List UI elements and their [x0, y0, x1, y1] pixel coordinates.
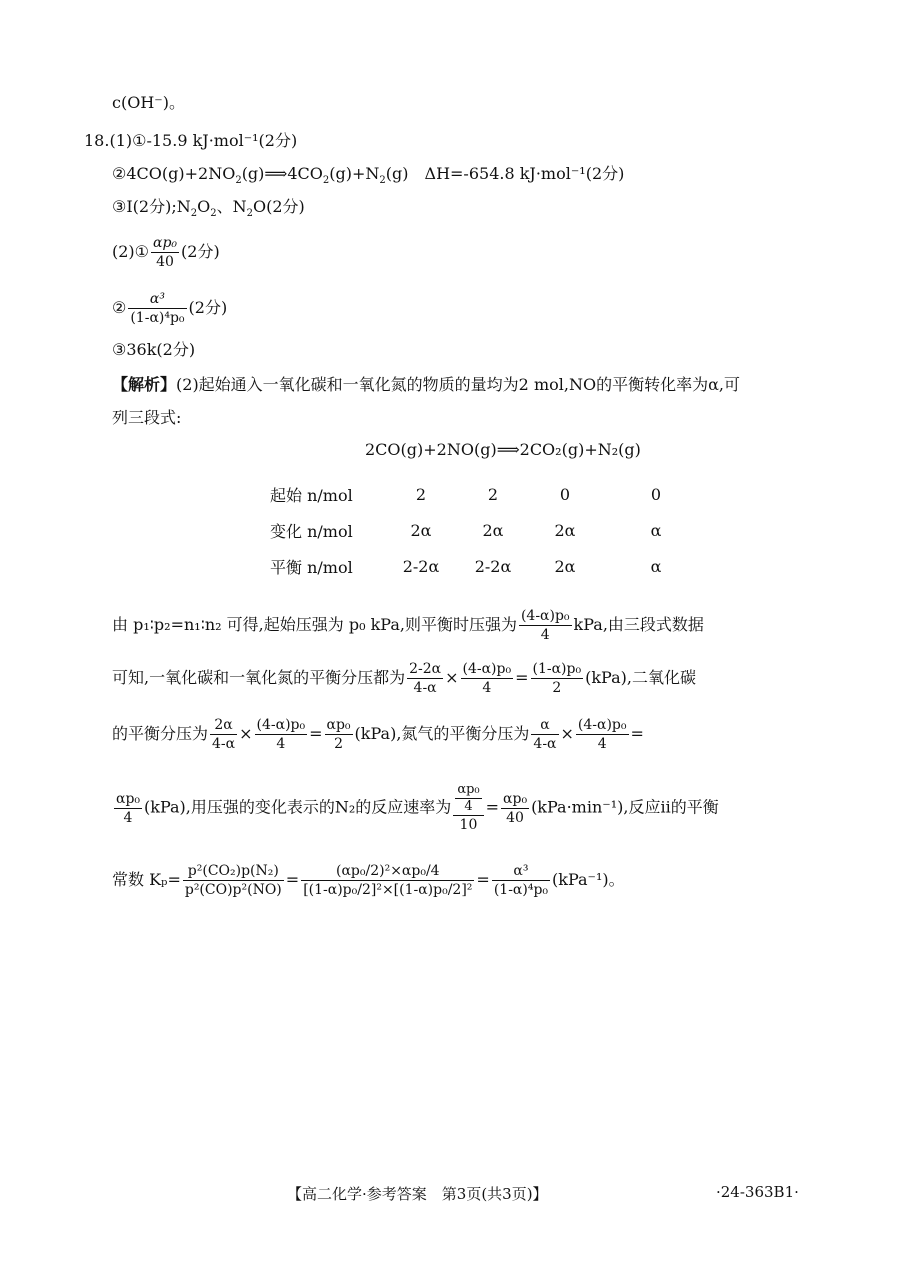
fraction: $\frac{\text{(4-α)p₀}}{4}$: [520, 608, 570, 643]
q18-1-b-text4: (g) ΔH=-654.8 kJ·mol⁻¹(2分): [385, 164, 625, 183]
analysis-para-line4: $\frac{\text{αp₀}}{4}$ (kPa),用压强的变化表示的N₂的反应速率为 $\frac{\frac{\text{αp₀}}{4}}{10}$ = $\frac{\text{αp₀}}{40}$ (kPa·min⁻¹),反应ⅱ的平衡: [116, 782, 719, 833]
row-label: 变化 n/mol: [270, 521, 353, 541]
q18-1-b-text3: (g)+N: [329, 164, 380, 183]
analysis-intro-line1: [112, 374, 740, 396]
fraction: $\frac{\alpha}{4-\alpha}$: [533, 717, 557, 752]
footer-code: ·24-363B1·: [716, 1183, 799, 1201]
table-row: [270, 512, 711, 548]
fraction: $\frac{\text{(1-α)p₀}}{2}$: [532, 661, 582, 696]
fraction: $\frac{\frac{\text{αp₀}}{4}}{10}$: [453, 782, 483, 834]
fraction: $\frac{\text{p²(CO₂)p(N₂)}}{\text{p²(CO)p²(NO)}}$: [184, 863, 282, 898]
q18-part1-line2: $②4CO(g)+2NO_2(g)⟹4CO_2(g)+N_2(g)$ ΔH=-654.8 kJ·mol⁻¹(2分): [112, 164, 625, 187]
q18-1-b-text: ②4CO(g)+2NO: [112, 164, 236, 183]
q18-1-c-text2: O: [197, 197, 211, 216]
analysis-intro-line2: 列三段式:: [112, 408, 182, 427]
table-cell: 2α: [554, 520, 576, 540]
q18-2-b-score: (2分): [188, 298, 228, 317]
q18-1-c-text: ③Ⅰ(2分);N: [112, 197, 191, 216]
table-cell: 0: [650, 484, 662, 504]
q18-1-b-text2: (g)⟹4CO: [241, 164, 323, 183]
fraction: $\frac{\text{(4-α)p₀}}{4}$: [462, 661, 512, 696]
table-row: [270, 548, 711, 584]
footer-title: 【高二化学·参考答案 第3页(共3页)】: [287, 1185, 548, 1203]
q18-part1-line3: ③Ⅰ(2分)$;N_2O_2$、$N_2O(2$分): [112, 197, 305, 220]
q18-2-a-score: (2分): [181, 242, 220, 261]
analysis-label: 【解析】: [112, 375, 177, 394]
analysis-para-line3: 的平衡分压为 $\frac{2\alpha}{4-\alpha}$ × $\frac{\text{(4-α)p₀}}{4}$ = $\frac{\text{αp₀}}{2}$ (kPa),氮气的平衡分压为 $\frac{\alpha}{4-\alpha}$ × $\frac{\text{(4-α)p₀}}{4}$ =: [112, 717, 644, 752]
fraction: $\frac{\text{αp₀}}{40}$: [153, 235, 178, 270]
table-cell: α: [650, 520, 662, 540]
table-cell: 2α: [410, 520, 432, 540]
q18-part2-line1: [112, 234, 220, 271]
fraction: $\frac{\text{αp₀}}{40}$: [503, 790, 528, 826]
analysis-intro: (2)起始通入一氧化碳和一氧化氮的物质的量均为2 mol,NO的平衡转化率为α,可: [176, 375, 740, 394]
table-row: [270, 476, 711, 512]
q18-part1-line1: [84, 130, 297, 152]
table-cell: 2-2α: [474, 556, 512, 576]
analysis-para-line5: 常数 Kₚ= $\frac{\text{p²(CO₂)p(N₂)}}{\text{p²(CO)p²(NO)}}$ = $\frac{\text{(αp₀/2)²×αp₀/4}}{\text{[(1-α)p₀/2]²×[(1-α)p₀/2]²}}$ = $\frac{\text{α³}}{\text{(1-α)⁴p₀}}$ (kPa⁻¹)。: [112, 863, 625, 898]
q18-part2-line2: [112, 290, 227, 327]
q18-2-a-prefix: (2)①: [112, 242, 150, 261]
three-stage-table: [270, 476, 711, 584]
table-cell: 2α: [554, 556, 576, 576]
continuation-line: c(OH⁻)。: [112, 93, 185, 112]
analysis-para-line1: 由 p₁∶p₂=n₁∶n₂ 可得,起始压强为 p₀ kPa,则平衡时压强为 $\frac{\text{(4-α)p₀}}{4}$ kPa,由三段式数据: [112, 608, 704, 643]
fraction: $\frac{\text{αp₀}}{4}$: [116, 790, 141, 826]
analysis-para-line2: 可知,一氧化碳和一氧化氮的平衡分压都为 $\frac{2-2\alpha}{4-\alpha}$ × $\frac{\text{(4-α)p₀}}{4}$ = $\frac{\text{(1-α)p₀}}{2}$ (kPa),二氧化碳: [112, 661, 696, 696]
fraction: $\frac{\text{α³}}{\text{(1-α)⁴p₀}}$: [493, 863, 549, 898]
table-cell: 0: [559, 484, 571, 504]
fraction: $\frac{\text{α³}}{\text{(1-α)⁴p₀}}$: [130, 291, 185, 326]
table-cell: 2α: [482, 520, 504, 540]
row-label: 起始 n/mol: [270, 485, 353, 505]
fraction: $\frac{\text{(4-α)p₀}}{4}$: [577, 717, 627, 752]
q18-part2-line3: ③36k(2分): [112, 340, 196, 359]
fraction: $\frac{\text{(4-α)p₀}}{4}$: [256, 717, 306, 752]
reaction-equation: 2CO(g)+2NO(g)⟹2CO₂(g)+N₂(g): [365, 440, 641, 459]
row-label: 平衡 n/mol: [270, 557, 353, 577]
q18-1-c-text3: 、N: [216, 197, 247, 216]
fraction: $\frac{2-2\alpha}{4-\alpha}$: [409, 661, 442, 696]
q18-2-b-prefix: ②: [112, 298, 127, 317]
q18-1-c-text4: O(2分): [253, 197, 305, 216]
table-cell: 2: [415, 484, 427, 504]
fraction: $\frac{\text{αp₀}}{2}$: [326, 717, 351, 752]
question-number: 18.: [84, 131, 110, 150]
table-cell: α: [650, 556, 662, 576]
q18-1-answer-a: (1)①-15.9 kJ·mol⁻¹(2分): [109, 131, 298, 150]
table-cell: 2-2α: [402, 556, 440, 576]
fraction: $\frac{2\alpha}{4-\alpha}$: [212, 717, 236, 752]
fraction: $\frac{\text{(αp₀/2)²×αp₀/4}}{\text{[(1-α)p₀/2]²×[(1-α)p₀/2]²}}$: [303, 863, 473, 898]
table-cell: 2: [487, 484, 499, 504]
